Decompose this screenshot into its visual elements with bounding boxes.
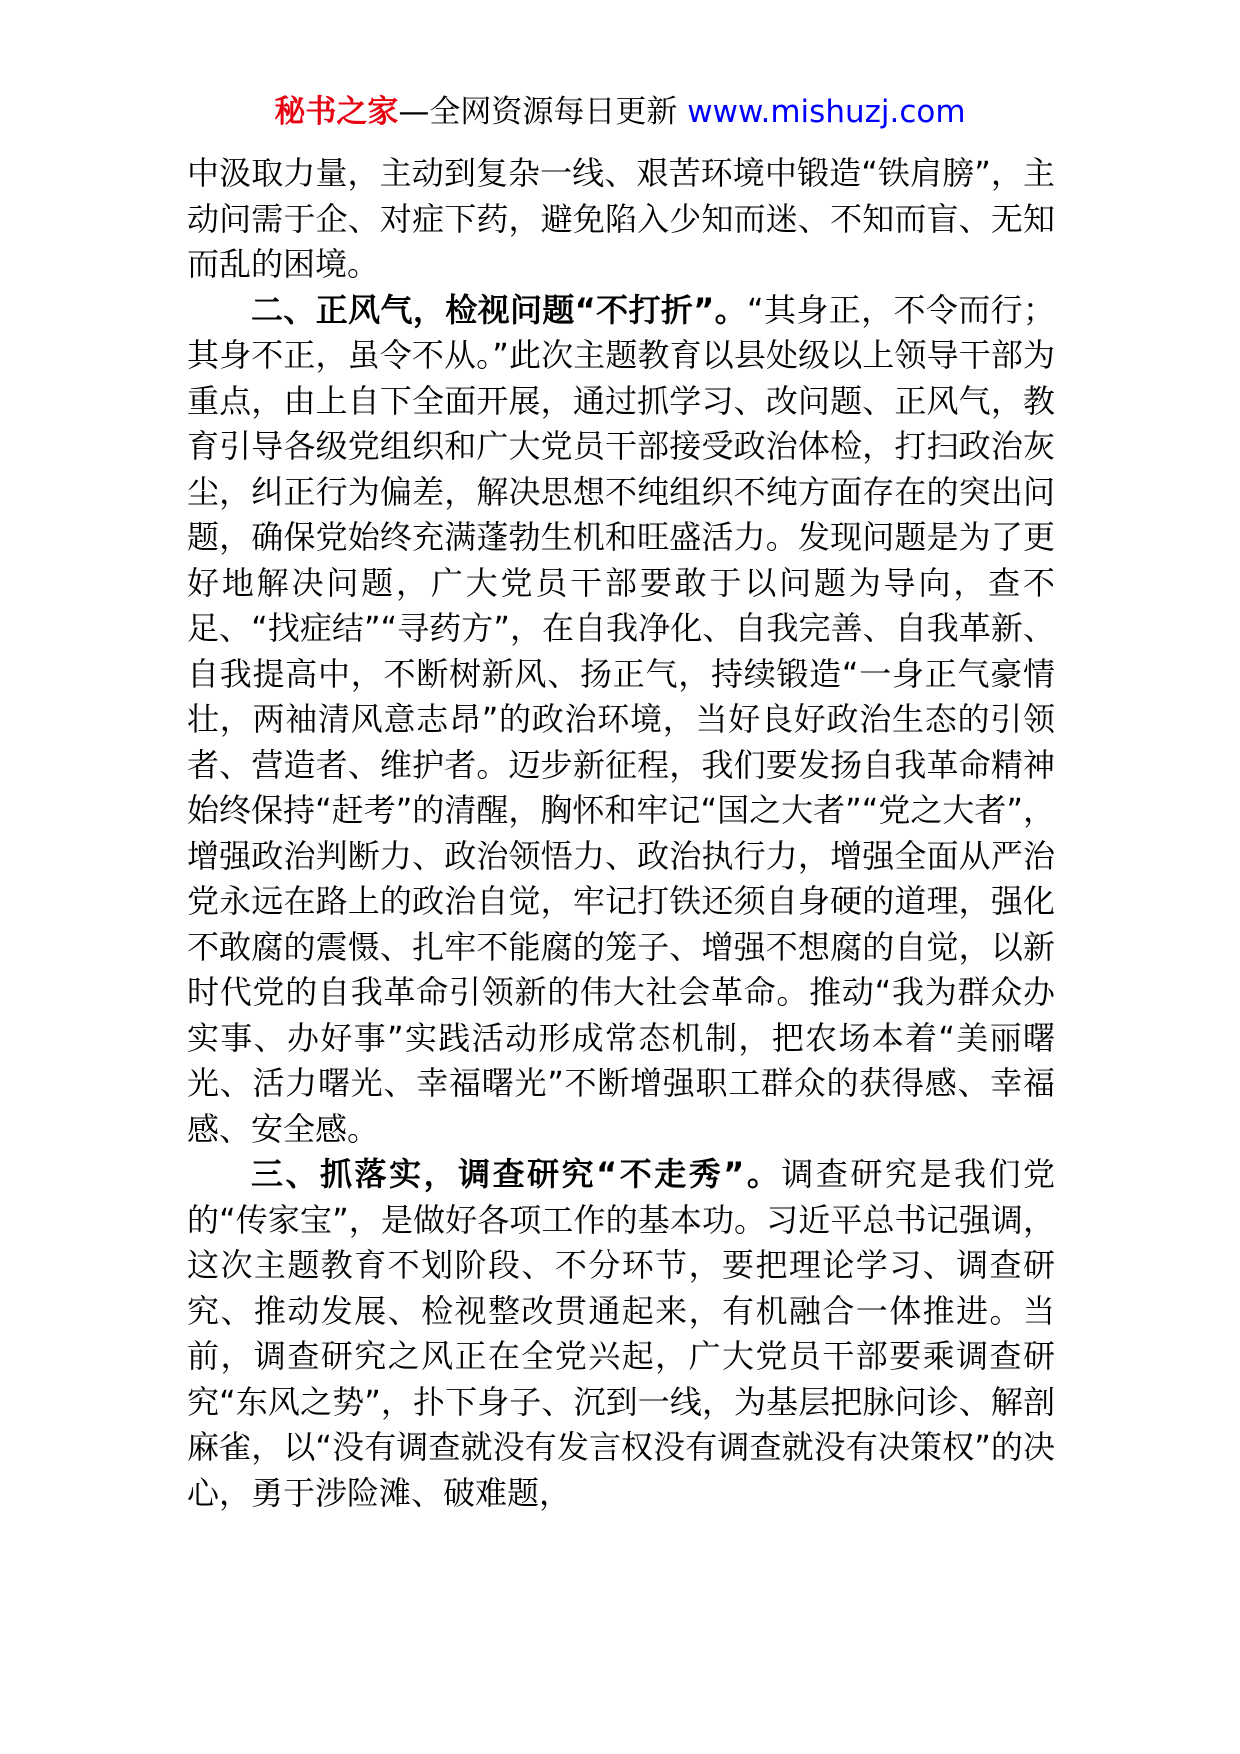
section-two-paragraph [187, 288, 1055, 1153]
section-two-heading: 二、正风气，检视问题“不打折”。 [251, 290, 748, 329]
page-header [0, 92, 1240, 132]
section-three-heading: 三、抓落实，调查研究“不走秀”。 [251, 1155, 782, 1193]
site-url-link[interactable]: www.mishuzj.com [687, 94, 966, 130]
site-tagline: —全网资源每日更新 [398, 94, 688, 130]
section-three-text: 调查研究是我们党的“传家宝”，是做好各项工作的基本功。习近平总书记强调，这次主题教育不划阶段、不分环节，要把理论学习、调查研究、推动发展、检视整改贯通起来，有机融合一体推进。当前，调查研究之风正在全党兴起，广大党员干部要乘调查研究“东风之势”，扑下身子、沉到一线，为基层把脉问诊、解剖麻雀，以“没有调查就没有发言权没有调查就没有决策权”的决心，勇于涉险滩、破难题， [187, 1155, 1055, 1512]
paragraph-continuation [187, 151, 1055, 288]
section-three-paragraph [187, 1152, 1055, 1516]
document-body [187, 151, 1055, 1516]
paragraph-text: 中汲取力量，主动到复杂一线、艰苦环境中锻造“铁肩膀”，主动问需于企、对症下药，避免陷入少知而迷、不知而盲、无知而乱的困境。 [187, 154, 1055, 283]
site-brand: 秘书之家 [274, 94, 399, 130]
section-two-text: “其身正，不令而行；其身不正，虽令不从。”此次主题教育以县处级以上领导干部为重点，由上自下全面开展，通过抓学习、改问题、正风气，教育引导各级党组织和广大党员干部接受政治体检，打扫政治灰尘，纠正行为偏差，解决思想不纯组织不纯方面存在的突出问题，确保党始终充满蓬勃生机和旺盛活力。发现问题是为了更好地解决问题，广大党员干部要敢于以问题为导向，查不足、“找症结”“寻药方”，在自我净化、自我完善、自我革新、自我提高中，不断树新风、扬正气，持续锻造“一身正气豪情壮，两袖清风意志昂”的政治环境，当好良好政治生态的引领者、营造者、维护者。迈步新征程，我们要发扬自我革命精神始终保持“赶考”的清醒，胸怀和牢记“国之大者”“党之大者”，增强政治判断力、政治领悟力、政治执行力，增强全面从严治党永远在路上的政治自觉，牢记打铁还须自身硬的道理，强化不敢腐的震慑、扎牢不能腐的笼子、增强不想腐的自觉，以新时代党的自我革命引领新的伟大社会革命。推动“我为群众办实事、办好事”实践活动形成常态机制，把农场本着“美丽曙光、活力曙光、幸福曙光”不断增强职工群众的获得感、幸福感、安全感。 [187, 290, 1055, 1148]
